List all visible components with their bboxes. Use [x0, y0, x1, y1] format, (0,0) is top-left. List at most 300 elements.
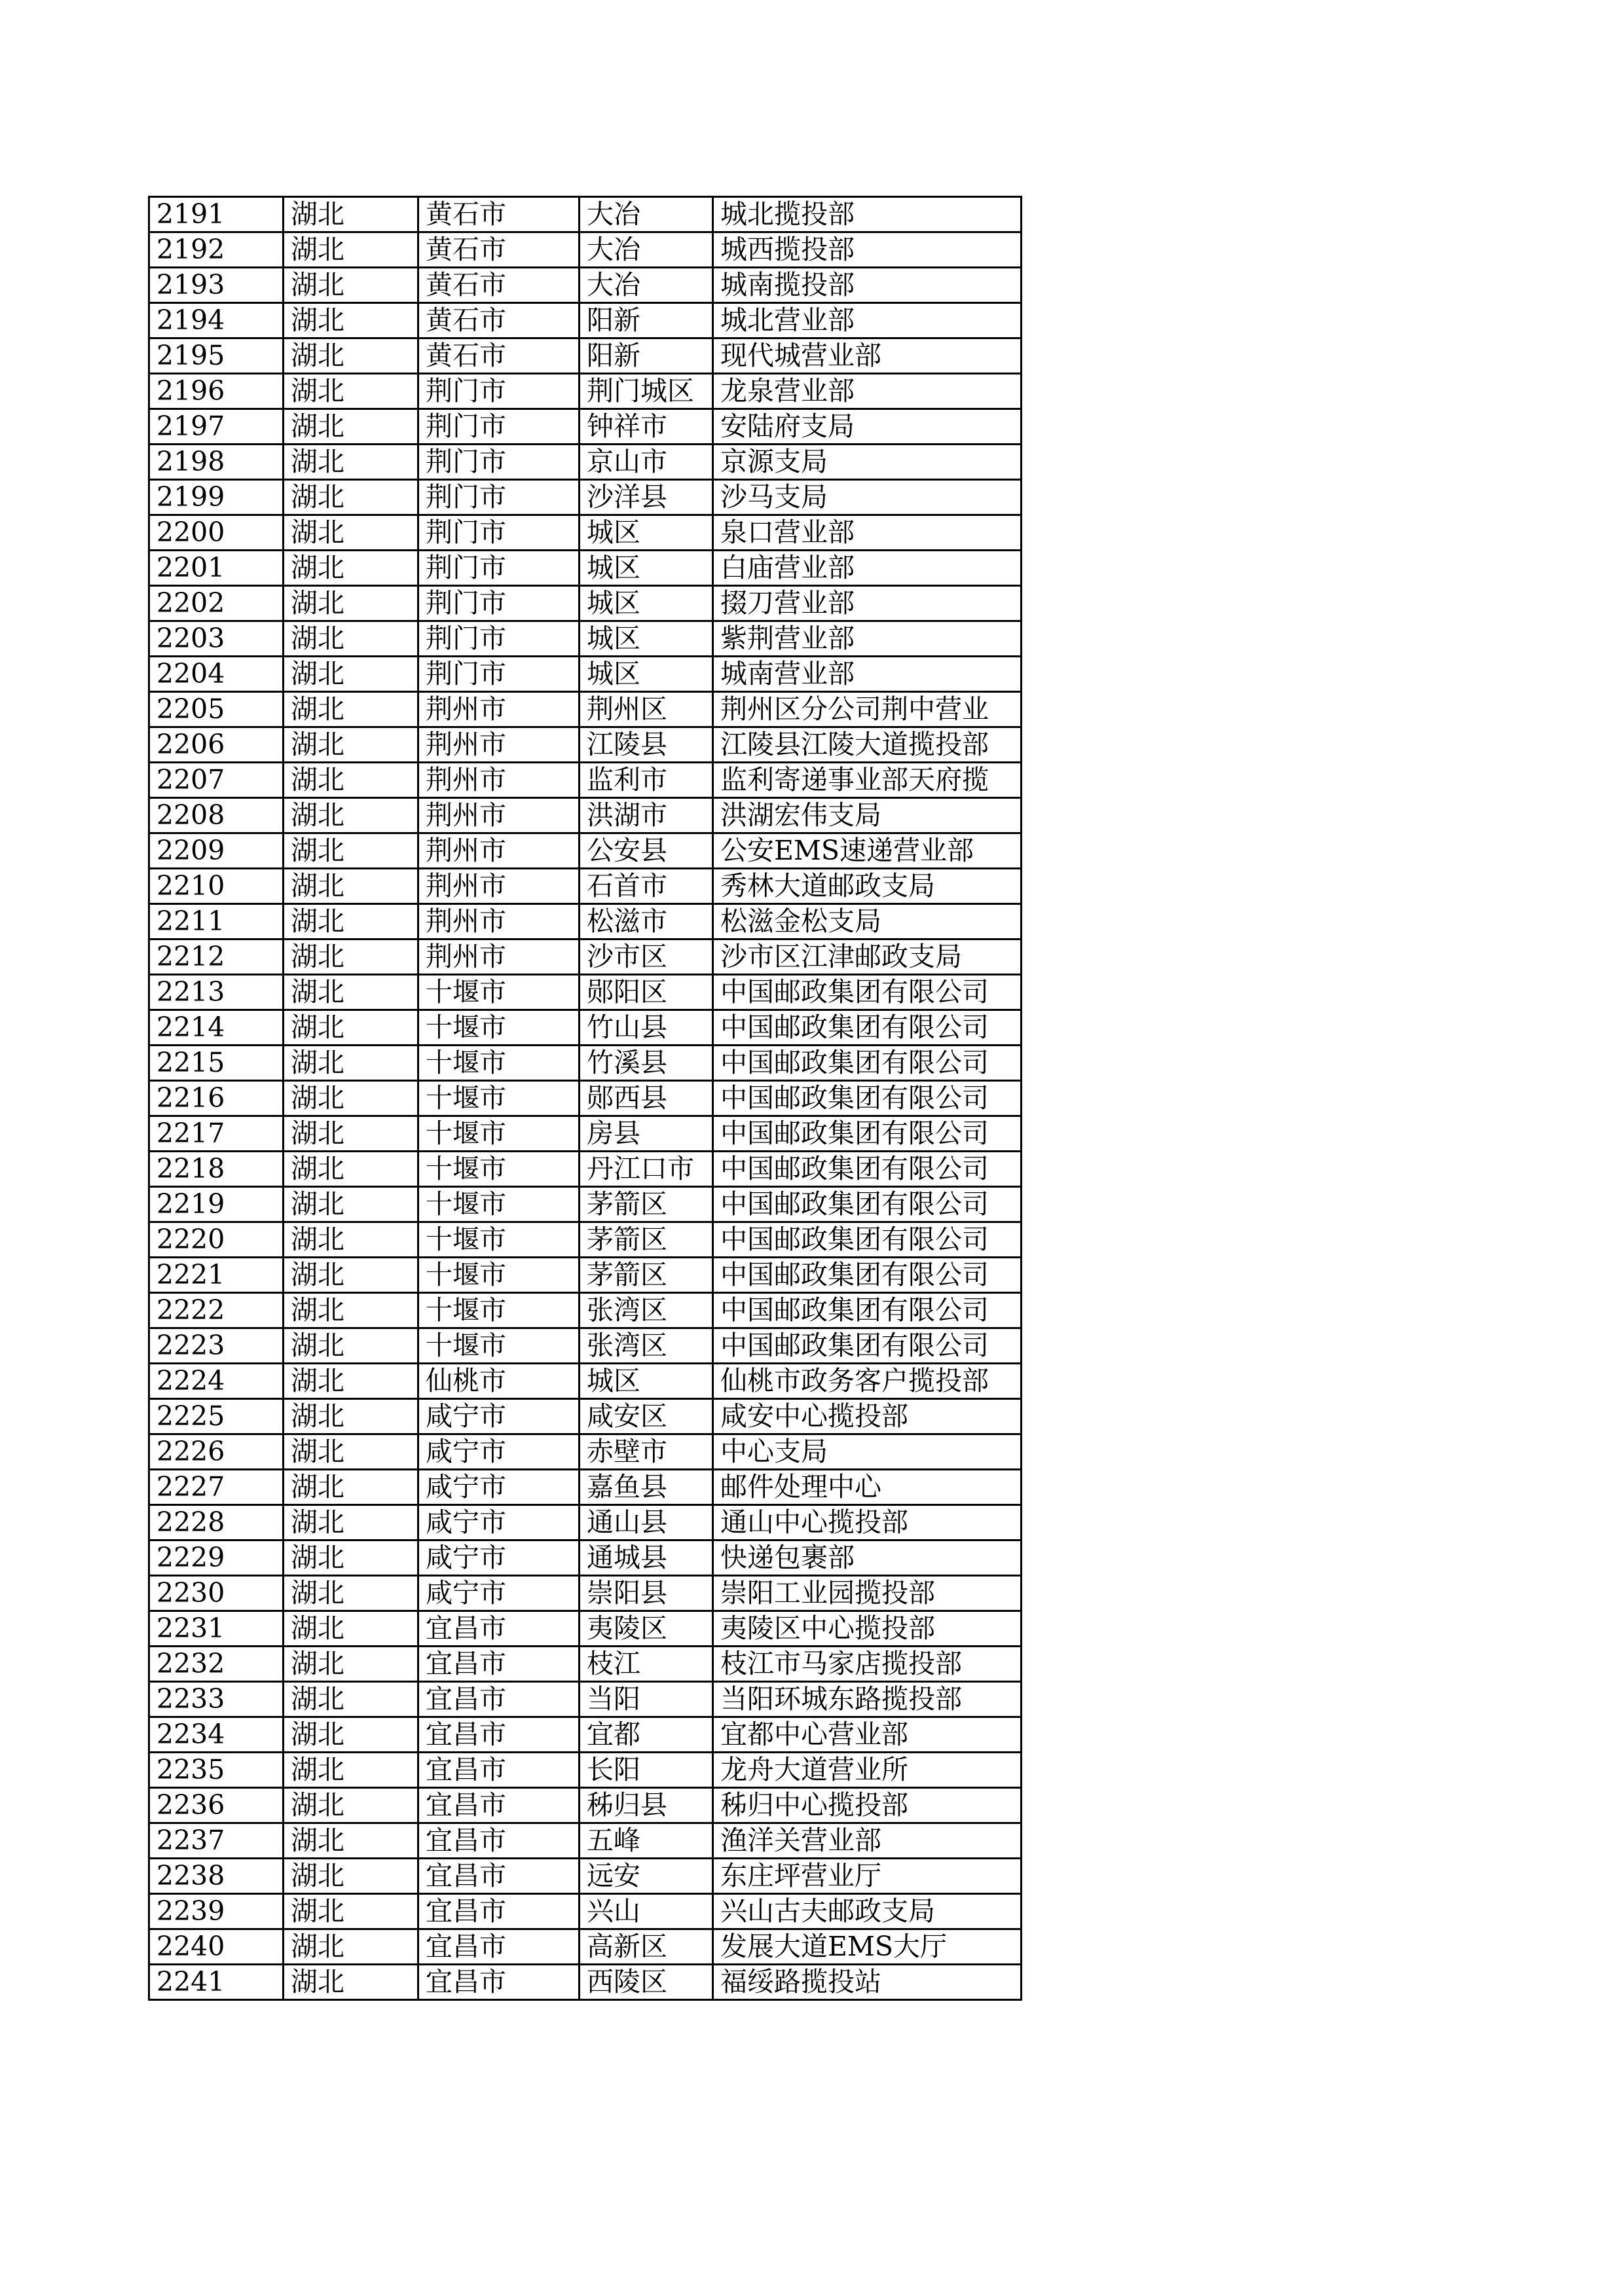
- cell-outlet-name: 中国邮政集团有限公司: [713, 1293, 1022, 1328]
- cell-province: 湖北: [284, 833, 418, 869]
- table-body: [149, 197, 1022, 2000]
- cell-outlet-name: 中国邮政集团有限公司: [713, 1116, 1022, 1152]
- cell-city: 十堰市: [418, 1258, 580, 1293]
- cell-province: 湖北: [284, 1576, 418, 1611]
- cell-district: 长阳: [580, 1753, 713, 1788]
- cell-city: 荆州市: [418, 727, 580, 763]
- cell-city: 宜昌市: [418, 1647, 580, 1682]
- table-row: [149, 621, 1022, 657]
- cell-outlet-name: 洪湖宏伟支局: [713, 798, 1022, 833]
- cell-outlet-name: 龙舟大道营业所: [713, 1753, 1022, 1788]
- cell-outlet-name: 通山中心揽投部: [713, 1505, 1022, 1540]
- cell-outlet-name: 江陵县江陵大道揽投部: [713, 727, 1022, 763]
- cell-outlet-name: 中国邮政集团有限公司: [713, 975, 1022, 1010]
- cell-district: 阳新: [580, 338, 713, 374]
- cell-number: 2197: [149, 409, 284, 445]
- cell-province: 湖北: [284, 1364, 418, 1399]
- cell-district: 崇阳县: [580, 1576, 713, 1611]
- table-row: [149, 268, 1022, 303]
- outlet-table: [148, 196, 1022, 2001]
- cell-outlet-name: 城北营业部: [713, 303, 1022, 338]
- cell-outlet-name: 秀林大道邮政支局: [713, 869, 1022, 904]
- cell-district: 石首市: [580, 869, 713, 904]
- cell-district: 江陵县: [580, 727, 713, 763]
- cell-district: 房县: [580, 1116, 713, 1152]
- cell-number: 2206: [149, 727, 284, 763]
- cell-province: 湖北: [284, 445, 418, 480]
- cell-outlet-name: 紫荆营业部: [713, 621, 1022, 657]
- cell-province: 湖北: [284, 480, 418, 515]
- cell-number: 2240: [149, 1929, 284, 1965]
- table-row: [149, 1010, 1022, 1046]
- table-row: [149, 763, 1022, 798]
- cell-number: 2217: [149, 1116, 284, 1152]
- cell-number: 2215: [149, 1046, 284, 1081]
- cell-city: 宜昌市: [418, 1788, 580, 1823]
- cell-district: 夷陵区: [580, 1611, 713, 1647]
- table-row: [149, 1753, 1022, 1788]
- cell-outlet-name: 中国邮政集团有限公司: [713, 1010, 1022, 1046]
- cell-outlet-name: 监利寄递事业部天府揽: [713, 763, 1022, 798]
- cell-district: 高新区: [580, 1929, 713, 1965]
- cell-province: 湖北: [284, 798, 418, 833]
- table-row: [149, 1046, 1022, 1081]
- cell-number: 2196: [149, 374, 284, 409]
- cell-number: 2205: [149, 692, 284, 727]
- cell-number: 2225: [149, 1399, 284, 1434]
- cell-province: 湖北: [284, 515, 418, 551]
- table-row: [149, 1576, 1022, 1611]
- cell-province: 湖北: [284, 586, 418, 621]
- cell-district: 郧阳区: [580, 975, 713, 1010]
- cell-province: 湖北: [284, 1470, 418, 1505]
- cell-outlet-name: 福绥路揽投站: [713, 1965, 1022, 2000]
- cell-city: 十堰市: [418, 1046, 580, 1081]
- cell-outlet-name: 夷陵区中心揽投部: [713, 1611, 1022, 1647]
- cell-number: 2203: [149, 621, 284, 657]
- cell-district: 大冶: [580, 197, 713, 232]
- table-row: [149, 1965, 1022, 2000]
- cell-number: 2207: [149, 763, 284, 798]
- cell-province: 湖北: [284, 1293, 418, 1328]
- cell-city: 宜昌市: [418, 1611, 580, 1647]
- cell-number: 2218: [149, 1152, 284, 1187]
- cell-district: 城区: [580, 657, 713, 692]
- cell-city: 十堰市: [418, 1293, 580, 1328]
- cell-district: 大冶: [580, 268, 713, 303]
- table-row: [149, 1222, 1022, 1258]
- cell-outlet-name: 中国邮政集团有限公司: [713, 1258, 1022, 1293]
- cell-city: 十堰市: [418, 1010, 580, 1046]
- cell-city: 黄石市: [418, 197, 580, 232]
- cell-city: 荆门市: [418, 374, 580, 409]
- cell-outlet-name: 枝江市马家店揽投部: [713, 1647, 1022, 1682]
- cell-number: 2202: [149, 586, 284, 621]
- table-row: [149, 1434, 1022, 1470]
- cell-outlet-name: 中国邮政集团有限公司: [713, 1222, 1022, 1258]
- cell-city: 黄石市: [418, 268, 580, 303]
- cell-province: 湖北: [284, 1222, 418, 1258]
- cell-province: 湖北: [284, 904, 418, 939]
- cell-outlet-name: 城南营业部: [713, 657, 1022, 692]
- cell-district: 丹江口市: [580, 1152, 713, 1187]
- cell-city: 十堰市: [418, 1328, 580, 1364]
- cell-district: 城区: [580, 515, 713, 551]
- cell-province: 湖北: [284, 763, 418, 798]
- table-row: [149, 1717, 1022, 1753]
- cell-outlet-name: 中国邮政集团有限公司: [713, 1152, 1022, 1187]
- cell-district: 西陵区: [580, 1965, 713, 2000]
- cell-district: 兴山: [580, 1894, 713, 1929]
- cell-outlet-name: 公安EMS速递营业部: [713, 833, 1022, 869]
- table-row: [149, 374, 1022, 409]
- cell-number: 2226: [149, 1434, 284, 1470]
- cell-outlet-name: 宜都中心营业部: [713, 1717, 1022, 1753]
- table-row: [149, 1470, 1022, 1505]
- cell-outlet-name: 城南揽投部: [713, 268, 1022, 303]
- cell-district: 枝江: [580, 1647, 713, 1682]
- cell-district: 郧西县: [580, 1081, 713, 1116]
- cell-province: 湖北: [284, 1187, 418, 1222]
- cell-number: 2216: [149, 1081, 284, 1116]
- cell-outlet-name: 东庄坪营业厅: [713, 1859, 1022, 1894]
- table-row: [149, 338, 1022, 374]
- cell-number: 2210: [149, 869, 284, 904]
- cell-province: 湖北: [284, 621, 418, 657]
- cell-province: 湖北: [284, 1152, 418, 1187]
- cell-number: 2241: [149, 1965, 284, 2000]
- cell-number: 2221: [149, 1258, 284, 1293]
- cell-number: 2191: [149, 197, 284, 232]
- table-row: [149, 1682, 1022, 1717]
- cell-outlet-name: 沙市区江津邮政支局: [713, 939, 1022, 975]
- cell-number: 2200: [149, 515, 284, 551]
- cell-district: 城区: [580, 621, 713, 657]
- cell-province: 湖北: [284, 232, 418, 268]
- cell-outlet-name: 松滋金松支局: [713, 904, 1022, 939]
- cell-number: 2228: [149, 1505, 284, 1540]
- table-row: [149, 1293, 1022, 1328]
- cell-city: 荆门市: [418, 515, 580, 551]
- cell-number: 2237: [149, 1823, 284, 1859]
- cell-province: 湖北: [284, 409, 418, 445]
- cell-outlet-name: 秭归中心揽投部: [713, 1788, 1022, 1823]
- cell-province: 湖北: [284, 338, 418, 374]
- cell-city: 十堰市: [418, 1152, 580, 1187]
- cell-city: 十堰市: [418, 1222, 580, 1258]
- cell-province: 湖北: [284, 1647, 418, 1682]
- cell-district: 五峰: [580, 1823, 713, 1859]
- cell-number: 2234: [149, 1717, 284, 1753]
- cell-district: 城区: [580, 1364, 713, 1399]
- cell-outlet-name: 龙泉营业部: [713, 374, 1022, 409]
- cell-province: 湖北: [284, 197, 418, 232]
- cell-province: 湖北: [284, 1434, 418, 1470]
- cell-outlet-name: 中国邮政集团有限公司: [713, 1328, 1022, 1364]
- cell-province: 湖北: [284, 1823, 418, 1859]
- cell-city: 荆门市: [418, 551, 580, 586]
- table-row: [149, 1328, 1022, 1364]
- table-row: [149, 692, 1022, 727]
- cell-number: 2194: [149, 303, 284, 338]
- cell-number: 2201: [149, 551, 284, 586]
- cell-city: 黄石市: [418, 338, 580, 374]
- cell-district: 洪湖市: [580, 798, 713, 833]
- cell-district: 沙洋县: [580, 480, 713, 515]
- table-row: [149, 657, 1022, 692]
- table-row: [149, 1859, 1022, 1894]
- cell-outlet-name: 崇阳工业园揽投部: [713, 1576, 1022, 1611]
- cell-district: 茅箭区: [580, 1258, 713, 1293]
- table-row: [149, 586, 1022, 621]
- table-row: [149, 1647, 1022, 1682]
- table-row: [149, 409, 1022, 445]
- cell-city: 荆州市: [418, 939, 580, 975]
- cell-city: 荆门市: [418, 621, 580, 657]
- cell-city: 宜昌市: [418, 1894, 580, 1929]
- cell-province: 湖北: [284, 869, 418, 904]
- cell-district: 京山市: [580, 445, 713, 480]
- cell-number: 2223: [149, 1328, 284, 1364]
- cell-number: 2230: [149, 1576, 284, 1611]
- cell-number: 2199: [149, 480, 284, 515]
- cell-city: 荆州市: [418, 869, 580, 904]
- cell-number: 2236: [149, 1788, 284, 1823]
- cell-outlet-name: 安陆府支局: [713, 409, 1022, 445]
- cell-province: 湖北: [284, 1116, 418, 1152]
- cell-number: 2219: [149, 1187, 284, 1222]
- cell-city: 荆州市: [418, 833, 580, 869]
- cell-number: 2229: [149, 1540, 284, 1576]
- cell-district: 嘉鱼县: [580, 1470, 713, 1505]
- cell-number: 2233: [149, 1682, 284, 1717]
- table-row: [149, 1364, 1022, 1399]
- cell-province: 湖北: [284, 1717, 418, 1753]
- cell-outlet-name: 仙桃市政务客户揽投部: [713, 1364, 1022, 1399]
- cell-outlet-name: 现代城营业部: [713, 338, 1022, 374]
- cell-number: 2195: [149, 338, 284, 374]
- cell-number: 2213: [149, 975, 284, 1010]
- cell-city: 宜昌市: [418, 1859, 580, 1894]
- cell-province: 湖北: [284, 1859, 418, 1894]
- table-row: [149, 480, 1022, 515]
- cell-outlet-name: 当阳环城东路揽投部: [713, 1682, 1022, 1717]
- cell-province: 湖北: [284, 1788, 418, 1823]
- cell-province: 湖北: [284, 1505, 418, 1540]
- cell-province: 湖北: [284, 1399, 418, 1434]
- cell-district: 大冶: [580, 232, 713, 268]
- cell-number: 2212: [149, 939, 284, 975]
- cell-province: 湖北: [284, 1894, 418, 1929]
- cell-district: 沙市区: [580, 939, 713, 975]
- cell-outlet-name: 快递包裹部: [713, 1540, 1022, 1576]
- cell-city: 黄石市: [418, 232, 580, 268]
- cell-district: 公安县: [580, 833, 713, 869]
- table-row: [149, 197, 1022, 232]
- cell-province: 湖北: [284, 1611, 418, 1647]
- cell-city: 荆州市: [418, 763, 580, 798]
- cell-province: 湖北: [284, 1258, 418, 1293]
- cell-district: 荆州区: [580, 692, 713, 727]
- cell-outlet-name: 泉口营业部: [713, 515, 1022, 551]
- cell-outlet-name: 京源支局: [713, 445, 1022, 480]
- cell-city: 十堰市: [418, 975, 580, 1010]
- table-row: [149, 975, 1022, 1010]
- cell-district: 竹山县: [580, 1010, 713, 1046]
- table-row: [149, 1152, 1022, 1187]
- cell-outlet-name: 发展大道EMS大厅: [713, 1929, 1022, 1965]
- cell-outlet-name: 兴山古夫邮政支局: [713, 1894, 1022, 1929]
- cell-number: 2235: [149, 1753, 284, 1788]
- cell-district: 荆门城区: [580, 374, 713, 409]
- cell-province: 湖北: [284, 1081, 418, 1116]
- cell-city: 宜昌市: [418, 1929, 580, 1965]
- cell-district: 城区: [580, 586, 713, 621]
- cell-city: 荆州市: [418, 904, 580, 939]
- cell-city: 仙桃市: [418, 1364, 580, 1399]
- cell-district: 通山县: [580, 1505, 713, 1540]
- table-row: [149, 1258, 1022, 1293]
- table-row: [149, 515, 1022, 551]
- cell-city: 宜昌市: [418, 1823, 580, 1859]
- table-row: [149, 1929, 1022, 1965]
- cell-district: 张湾区: [580, 1293, 713, 1328]
- cell-city: 咸宁市: [418, 1399, 580, 1434]
- cell-number: 2227: [149, 1470, 284, 1505]
- cell-city: 咸宁市: [418, 1434, 580, 1470]
- table-row: [149, 1611, 1022, 1647]
- cell-province: 湖北: [284, 727, 418, 763]
- table-row: [149, 303, 1022, 338]
- cell-district: 张湾区: [580, 1328, 713, 1364]
- cell-province: 湖北: [284, 1328, 418, 1364]
- cell-district: 宜都: [580, 1717, 713, 1753]
- cell-city: 咸宁市: [418, 1540, 580, 1576]
- cell-number: 2239: [149, 1894, 284, 1929]
- table-row: [149, 1399, 1022, 1434]
- cell-district: 秭归县: [580, 1788, 713, 1823]
- cell-number: 2209: [149, 833, 284, 869]
- table-row: [149, 727, 1022, 763]
- cell-outlet-name: 中国邮政集团有限公司: [713, 1187, 1022, 1222]
- cell-outlet-name: 中心支局: [713, 1434, 1022, 1470]
- cell-district: 咸安区: [580, 1399, 713, 1434]
- cell-city: 宜昌市: [418, 1717, 580, 1753]
- cell-province: 湖北: [284, 1682, 418, 1717]
- cell-city: 宜昌市: [418, 1682, 580, 1717]
- cell-province: 湖北: [284, 268, 418, 303]
- table-row: [149, 869, 1022, 904]
- cell-district: 城区: [580, 551, 713, 586]
- cell-city: 荆门市: [418, 409, 580, 445]
- table-row: [149, 551, 1022, 586]
- table-row: [149, 1788, 1022, 1823]
- cell-number: 2222: [149, 1293, 284, 1328]
- cell-number: 2231: [149, 1611, 284, 1647]
- table-row: [149, 445, 1022, 480]
- table-row: [149, 1505, 1022, 1540]
- cell-district: 远安: [580, 1859, 713, 1894]
- cell-city: 咸宁市: [418, 1470, 580, 1505]
- cell-city: 十堰市: [418, 1081, 580, 1116]
- cell-district: 茅箭区: [580, 1187, 713, 1222]
- cell-city: 十堰市: [418, 1116, 580, 1152]
- cell-city: 荆州市: [418, 692, 580, 727]
- cell-province: 湖北: [284, 303, 418, 338]
- cell-province: 湖北: [284, 1010, 418, 1046]
- cell-district: 竹溪县: [580, 1046, 713, 1081]
- table-row: [149, 1894, 1022, 1929]
- cell-outlet-name: 荆州区分公司荆中营业: [713, 692, 1022, 727]
- table-row: [149, 232, 1022, 268]
- table-row: [149, 833, 1022, 869]
- cell-number: 2192: [149, 232, 284, 268]
- cell-city: 咸宁市: [418, 1505, 580, 1540]
- cell-city: 荆州市: [418, 798, 580, 833]
- cell-province: 湖北: [284, 1046, 418, 1081]
- cell-province: 湖北: [284, 374, 418, 409]
- cell-city: 宜昌市: [418, 1753, 580, 1788]
- cell-province: 湖北: [284, 1929, 418, 1965]
- cell-province: 湖北: [284, 1540, 418, 1576]
- cell-outlet-name: 城西揽投部: [713, 232, 1022, 268]
- cell-district: 松滋市: [580, 904, 713, 939]
- table-row: [149, 798, 1022, 833]
- cell-province: 湖北: [284, 657, 418, 692]
- cell-outlet-name: 白庙营业部: [713, 551, 1022, 586]
- table-row: [149, 1540, 1022, 1576]
- cell-number: 2214: [149, 1010, 284, 1046]
- cell-number: 2220: [149, 1222, 284, 1258]
- cell-outlet-name: 中国邮政集团有限公司: [713, 1046, 1022, 1081]
- cell-province: 湖北: [284, 939, 418, 975]
- cell-district: 当阳: [580, 1682, 713, 1717]
- cell-number: 2198: [149, 445, 284, 480]
- cell-district: 茅箭区: [580, 1222, 713, 1258]
- cell-city: 咸宁市: [418, 1576, 580, 1611]
- cell-city: 荆门市: [418, 445, 580, 480]
- cell-outlet-name: 沙马支局: [713, 480, 1022, 515]
- cell-province: 湖北: [284, 1753, 418, 1788]
- cell-province: 湖北: [284, 551, 418, 586]
- cell-district: 监利市: [580, 763, 713, 798]
- cell-outlet-name: 渔洋关营业部: [713, 1823, 1022, 1859]
- table-row: [149, 939, 1022, 975]
- cell-outlet-name: 掇刀营业部: [713, 586, 1022, 621]
- table-row: [149, 1823, 1022, 1859]
- cell-city: 荆门市: [418, 657, 580, 692]
- cell-city: 荆门市: [418, 586, 580, 621]
- table-row: [149, 1081, 1022, 1116]
- cell-number: 2204: [149, 657, 284, 692]
- cell-outlet-name: 中国邮政集团有限公司: [713, 1081, 1022, 1116]
- cell-number: 2193: [149, 268, 284, 303]
- cell-outlet-name: 城北揽投部: [713, 197, 1022, 232]
- spreadsheet-page: [148, 196, 1020, 2001]
- cell-outlet-name: 邮件处理中心: [713, 1470, 1022, 1505]
- table-row: [149, 1116, 1022, 1152]
- cell-city: 荆门市: [418, 480, 580, 515]
- cell-district: 通城县: [580, 1540, 713, 1576]
- cell-province: 湖北: [284, 1965, 418, 2000]
- cell-number: 2238: [149, 1859, 284, 1894]
- cell-district: 赤壁市: [580, 1434, 713, 1470]
- table-row: [149, 904, 1022, 939]
- cell-number: 2211: [149, 904, 284, 939]
- cell-city: 黄石市: [418, 303, 580, 338]
- cell-outlet-name: 咸安中心揽投部: [713, 1399, 1022, 1434]
- cell-number: 2232: [149, 1647, 284, 1682]
